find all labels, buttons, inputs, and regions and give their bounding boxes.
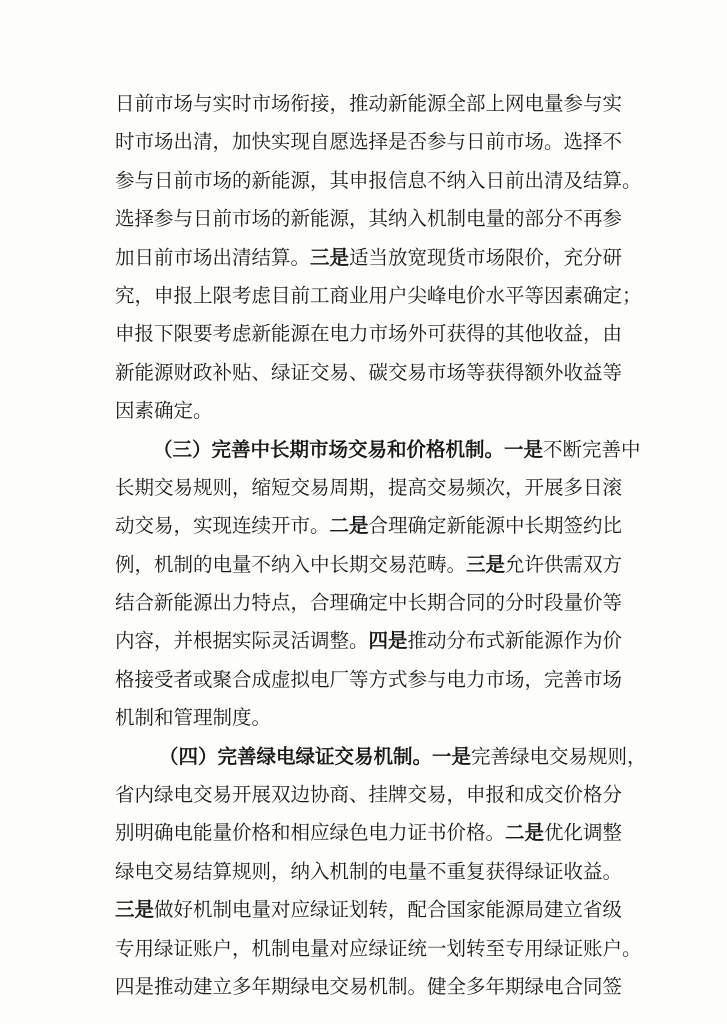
text-line [115, 85, 625, 123]
text-line [115, 123, 625, 161]
text-run: 允许供需双方 [505, 552, 623, 576]
text-line [115, 584, 625, 622]
text-run: 格接受者或聚合成虚拟电厂等方式参与电力市场，完善市场 [115, 667, 623, 691]
text-line [115, 622, 625, 660]
text-run: 省内绿电交易开展双边协商、挂牌交易，申报和成交价格分 [115, 783, 623, 807]
text-run: 因素确定。 [115, 399, 213, 423]
text-line [115, 661, 625, 699]
text-run: 结合新能源出力特点，合理确定中长期合同的分时段量价等 [115, 591, 623, 615]
text-run: 动交易，实现连续开市。 [115, 514, 330, 538]
text-line [115, 392, 625, 430]
text-run: 例，机制的电量不纳入中长期交易范畴。 [115, 552, 467, 576]
text-line [115, 507, 625, 545]
section-heading-line [115, 431, 641, 469]
text-line [115, 930, 642, 968]
text-line [115, 546, 625, 584]
emphasis-run: 二是 [329, 514, 369, 538]
text-line [115, 354, 625, 392]
emphasis-run: 三是 [115, 898, 155, 922]
text-run: 申报下限要考虑新能源在电力市场外可获得的其他收益，由 [115, 322, 623, 346]
emphasis-run: 一是 [432, 744, 472, 768]
text-line [115, 239, 625, 277]
section-heading: （三）完善中长期市场交易和价格机制。 [153, 437, 505, 461]
text-run: 完善绿电交易规则， [471, 744, 647, 768]
text-run: 推动分布式新能源作为价 [407, 629, 623, 653]
text-line [115, 315, 625, 353]
text-line [115, 469, 625, 507]
text-run: 新能源财政补贴、绿证交易、碳交易市场等获得额外收益等 [115, 360, 623, 384]
text-run: 时市场出清，加快实现自愿选择是否参与日前市场。选择不 [115, 130, 623, 154]
text-line [115, 776, 625, 814]
section-heading: （四）完善绿电绿证交易机制。 [159, 744, 433, 768]
text-run: 究，申报上限考虑目前工商业用户尖峰电价水平等因素确定； [115, 283, 642, 307]
text-line [115, 968, 625, 1006]
text-run: 合理确定新能源中长期签约比 [368, 514, 623, 538]
text-run: 不断完善中 [543, 437, 641, 461]
text-run: 专用绿证账户，机制电量对应绿证统一划转至专用绿证账户。 [115, 936, 642, 960]
text-run: 选择参与日前市场的新能源，其纳入机制电量的部分不再参 [115, 207, 623, 231]
text-run: 机制和管理制度。 [115, 706, 272, 730]
text-run: 适当放宽现货市场限价，充分研 [349, 245, 623, 269]
text-run: 优化调整 [544, 821, 623, 845]
text-line [115, 891, 625, 929]
emphasis-run: 三是 [466, 552, 506, 576]
text-run: 别明确电能量价格和相应绿色电力证书价格。 [115, 821, 506, 845]
text-line [115, 853, 625, 891]
text-line [115, 277, 642, 315]
text-line [115, 200, 625, 238]
text-run: 参与日前市场的新能源，其申报信息不纳入日前出清及结算。 [115, 168, 642, 192]
emphasis-run: 四是 [368, 629, 408, 653]
text-run: 日前市场与实时市场衔接，推动新能源全部上网电量参与实 [115, 92, 623, 115]
emphasis-run: 一是 [504, 437, 544, 461]
text-run: 四是推动建立多年期绿电交易机制。健全多年期绿电合同签 [115, 974, 623, 998]
text-run: 加日前市场出清结算。 [115, 245, 311, 269]
emphasis-run: 二是 [505, 821, 545, 845]
section-heading-line [115, 738, 647, 776]
emphasis-run: 三是 [310, 245, 350, 269]
text-line [115, 814, 625, 852]
text-line [115, 699, 625, 737]
text-run: 长期交易规则，缩短交易周期，提高交易频次，开展多日滚 [115, 475, 623, 499]
text-run: 内容，并根据实际灵活调整。 [115, 629, 369, 653]
text-run: 绿电交易结算规则，纳入机制的电量不重复获得绿证收益。 [115, 859, 623, 883]
text-line [115, 162, 642, 200]
text-run: 做好机制电量对应绿证划转，配合国家能源局建立省级 [154, 898, 623, 922]
body-text [115, 85, 647, 1006]
